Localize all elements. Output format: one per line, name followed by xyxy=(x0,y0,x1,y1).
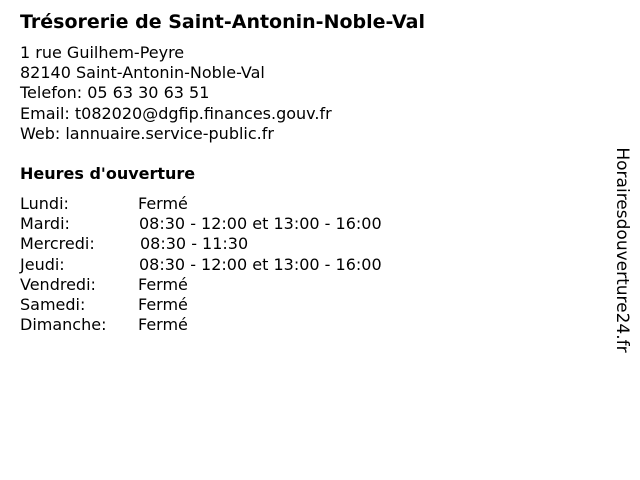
website-line: Web: lannuaire.service-public.fr xyxy=(20,123,274,143)
address-street: 1 rue Guilhem-Peyre xyxy=(20,43,185,62)
day-label: Samedi: xyxy=(20,294,86,314)
phone-line: Telefon: 05 63 30 63 51 xyxy=(20,83,210,103)
day-hours: 08:30 - 12:00 et 13:00 - 16:00 xyxy=(139,214,382,234)
day-hours: Fermé xyxy=(138,315,188,335)
office-contact-block xyxy=(20,43,332,144)
day-label: Mardi: xyxy=(20,214,70,234)
address-city: 82140 Saint-Antonin-Noble-Val xyxy=(20,63,265,83)
opening-hours-heading: Heures d'ouverture xyxy=(20,164,196,183)
day-label: Jeudi: xyxy=(20,254,65,274)
email-line: Email: t082020@dgfip.finances.gouv.fr xyxy=(20,103,332,123)
day-hours: Fermé xyxy=(138,294,188,314)
day-hours: 08:30 - 11:30 xyxy=(140,234,249,254)
day-hours: Fermé xyxy=(138,274,188,294)
day-label: Lundi: xyxy=(20,194,69,213)
day-label: Mercredi: xyxy=(20,234,95,254)
day-hours: 08:30 - 12:00 et 13:00 - 16:00 xyxy=(139,254,382,274)
site-watermark: Horairesdouverture24.fr xyxy=(612,147,632,353)
office-title: Trésorerie de Saint-Antonin-Noble-Val xyxy=(20,11,426,33)
day-label: Vendredi: xyxy=(20,274,96,294)
day-label: Dimanche: xyxy=(20,315,107,335)
day-hours: Fermé xyxy=(138,194,188,213)
